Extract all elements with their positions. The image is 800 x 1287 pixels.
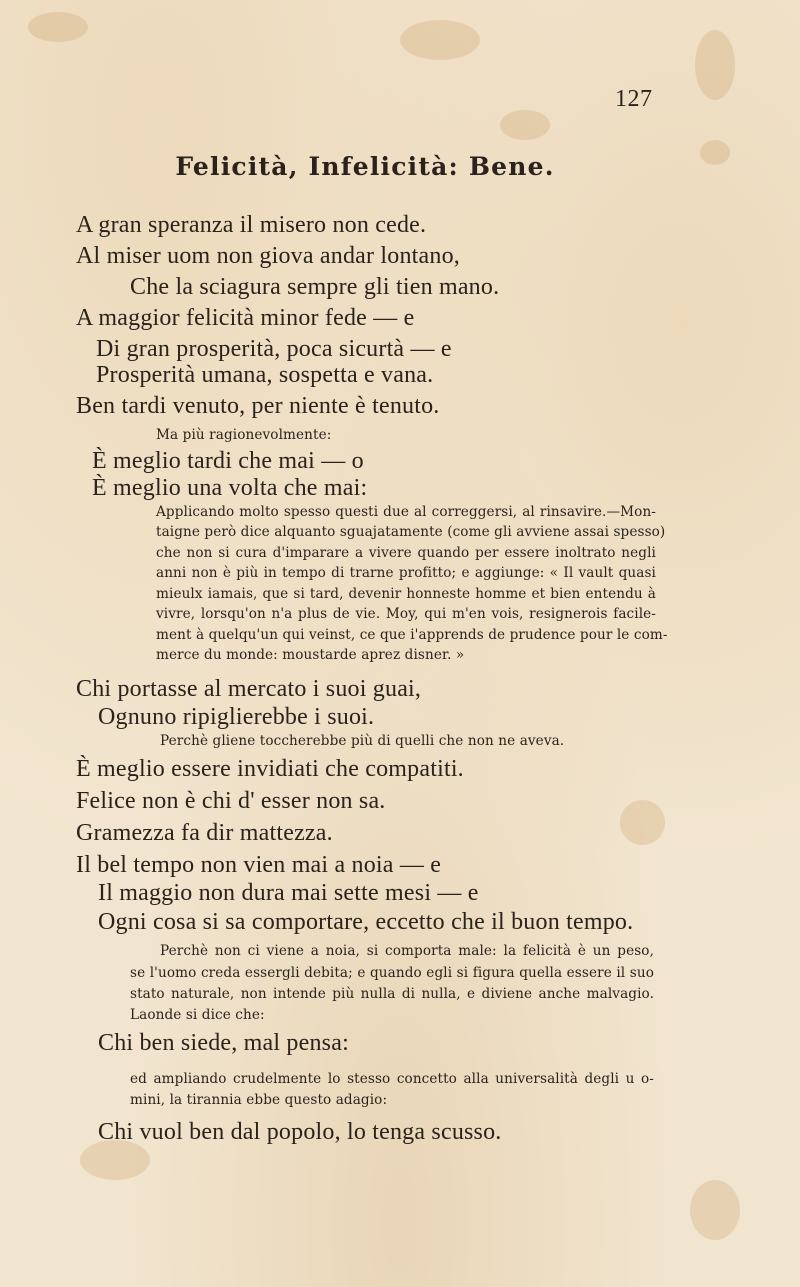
commentary-line: stato naturale, non intende più nulla di nulla, e diviene anche malvagio.: [130, 986, 654, 1002]
page-number: 127: [615, 86, 653, 112]
commentary-line: mieulx iamais, que si tard, devenir honneste homme et bien entendu à: [156, 586, 656, 602]
age-spot: [695, 30, 735, 100]
section-heading: Felicità, Infelicità: Bene.: [175, 152, 555, 181]
commentary-line: Laonde si dice che:: [130, 1007, 265, 1023]
proverb-line: Ben tardi venuto, per niente è tenuto.: [76, 393, 440, 419]
proverb-line: Chi vuol ben dal popolo, lo tenga scusso.: [98, 1119, 502, 1145]
age-spot: [500, 110, 550, 140]
age-spot: [80, 1140, 150, 1180]
commentary-line: Ma più ragionevolmente:: [156, 427, 332, 443]
commentary-line: Perchè gliene toccherebbe più di quelli che non ne aveva.: [160, 733, 565, 749]
age-spot: [690, 1180, 740, 1240]
proverb-line: È meglio tardi che mai — o: [92, 448, 364, 474]
proverb-line: Di gran prosperità, poca sicurtà — e: [96, 336, 452, 362]
proverb-line: A maggior felicità minor fede — e: [76, 305, 415, 331]
commentary-line: che non si cura d'imparare a vivere quando per essere inoltrato negli: [156, 545, 656, 561]
proverb-line: Gramezza fa dir mattezza.: [76, 820, 333, 846]
proverb-line: Felice non è chi d' esser non sa.: [76, 788, 386, 814]
proverb-line: Al miser uom non giova andar lontano,: [76, 243, 460, 269]
commentary-line: taigne però dice alquanto sguajatamente (come gli avviene assai spesso): [156, 524, 666, 540]
commentary-line: mini, la tirannia ebbe questo adagio:: [130, 1092, 388, 1108]
proverb-line: Ognuno ripiglierebbe i suoi.: [98, 704, 375, 730]
proverb-line: A gran speranza il misero non cede.: [76, 212, 427, 238]
proverb-line: Chi ben siede, mal pensa:: [98, 1030, 349, 1056]
proverb-line: Prosperità umana, sospetta e vana.: [96, 362, 434, 388]
commentary-line: merce du monde: moustarde aprez disner. »: [156, 647, 465, 663]
proverb-line: Ogni cosa si sa comportare, eccetto che il buon tempo.: [98, 909, 634, 935]
commentary-line: se l'uomo creda essergli debita; e quando egli si figura quella essere il suo: [130, 965, 654, 981]
commentary-line: ed ampliando crudelmente lo stesso concetto alla universalità degli u o-: [130, 1071, 654, 1087]
proverb-line: Chi portasse al mercato i suoi guai,: [76, 676, 422, 702]
commentary-line: ment à quelqu'un qui veinst, ce que i'apprends de prudence pour le com-: [156, 627, 668, 643]
commentary-line: Perchè non ci viene a noia, si comporta male: la felicità è un peso,: [160, 943, 654, 959]
proverb-line: Che la sciagura sempre gli tien mano.: [130, 274, 500, 300]
age-spot: [620, 800, 665, 845]
commentary-line: vivre, lorsqu'on n'a plus de vie. Moy, qui m'en vois, resignerois facile-: [156, 606, 656, 622]
commentary-line: Applicando molto spesso questi due al correggersi, al rinsavire.—Mon-: [156, 504, 656, 520]
commentary-line: anni non è più in tempo di trarne profitto; e aggiunge: « Il vault quasi: [156, 565, 656, 581]
proverb-line: È meglio essere invidiati che compatiti.: [76, 756, 464, 782]
proverb-line: Il maggio non dura mai sette mesi — e: [98, 880, 479, 906]
age-spot: [400, 20, 480, 60]
proverb-line: È meglio una volta che mai:: [92, 475, 368, 501]
proverb-line: Il bel tempo non vien mai a noia — e: [76, 852, 442, 878]
age-spot: [28, 12, 88, 42]
